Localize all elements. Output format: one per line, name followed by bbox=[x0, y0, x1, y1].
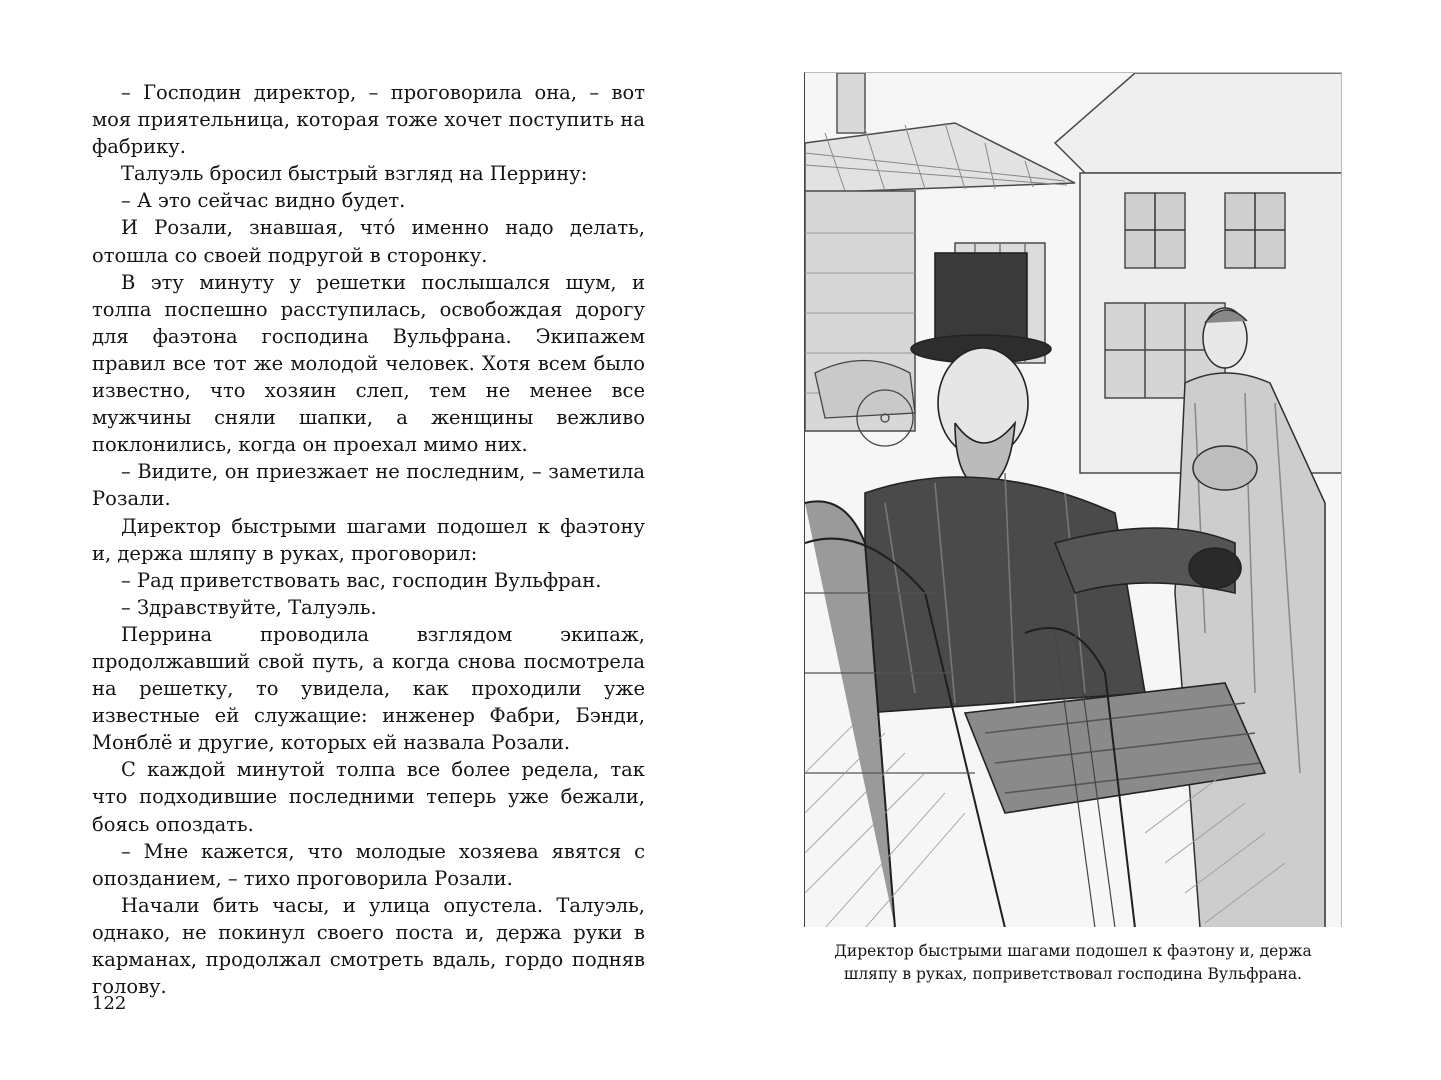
left-page-text bbox=[92, 79, 645, 1000]
paragraph: Талуэль бросил быстрый взгляд на Перрину: bbox=[121, 162, 588, 186]
chimney bbox=[837, 73, 865, 133]
illustration-caption bbox=[804, 940, 1342, 986]
paragraph: Директор быстрыми шагами подошел к фаэтону и, держа шляпу в руках, проговорил: bbox=[92, 514, 645, 565]
paragraph: – Здравствуйте, Талуэль. bbox=[121, 595, 377, 619]
paragraph: – А это сейчас видно будет. bbox=[121, 189, 406, 213]
paragraph: С каждой минутой толпа все более редела, так что подходившие последними теперь уже бежали, боясь опоздать. bbox=[92, 758, 645, 836]
paragraph: – Господин директор, – проговорила она, – вот моя приятельница, которая тоже хочет поступить на фабрику. bbox=[92, 81, 645, 159]
paragraph: – Видите, он приезжает не последним, – заметила Розали. bbox=[92, 460, 645, 511]
caption-line: Директор быстрыми шагами подошел к фаэтону и, держа bbox=[834, 942, 1312, 960]
pencil-illustration bbox=[804, 72, 1342, 927]
caption-line: шляпу в руках, поприветствовал господина Вульфрана. bbox=[843, 965, 1303, 983]
paragraph: И Розали, знавшая, что́ именно надо делать, отошла со своей подругой в сторонку. bbox=[92, 216, 645, 267]
page-number: 122 bbox=[92, 993, 127, 1014]
carriage-scene-drawing bbox=[805, 73, 1342, 927]
paragraph: Перрина проводила взглядом экипаж, продолжавший свой путь, а когда снова посмотрела на решетку, то увидела, как проходили уже известные ей служащие: инженер Фабри, Бэнди, Монблё и другие, которых ей назвала Розали. bbox=[92, 622, 645, 755]
paragraph: В эту минуту у решетки послышался шум, и толпа поспешно расступилась, освобождая дорогу для фаэтона господина Вульфрана. Экипажем правил все тот же молодой человек. Хотя всем было известно, что хозяин слеп, тем не менее все мужчины сняли шапки, а женщины вежливо поклонились, когда он проехал мимо них. bbox=[92, 270, 645, 457]
paragraph: – Мне кажется, что молодые хозяева явятся с опозданием, – тихо проговорила Розали. bbox=[92, 839, 645, 890]
paragraph: Начали бить часы, и улица опустела. Талуэль, однако, не покинул своего поста и, держа руки в карманах, продолжал смотреть вдаль, гордо подняв голову. bbox=[92, 893, 645, 999]
paragraph: – Рад приветствовать вас, господин Вульфран. bbox=[121, 568, 602, 592]
